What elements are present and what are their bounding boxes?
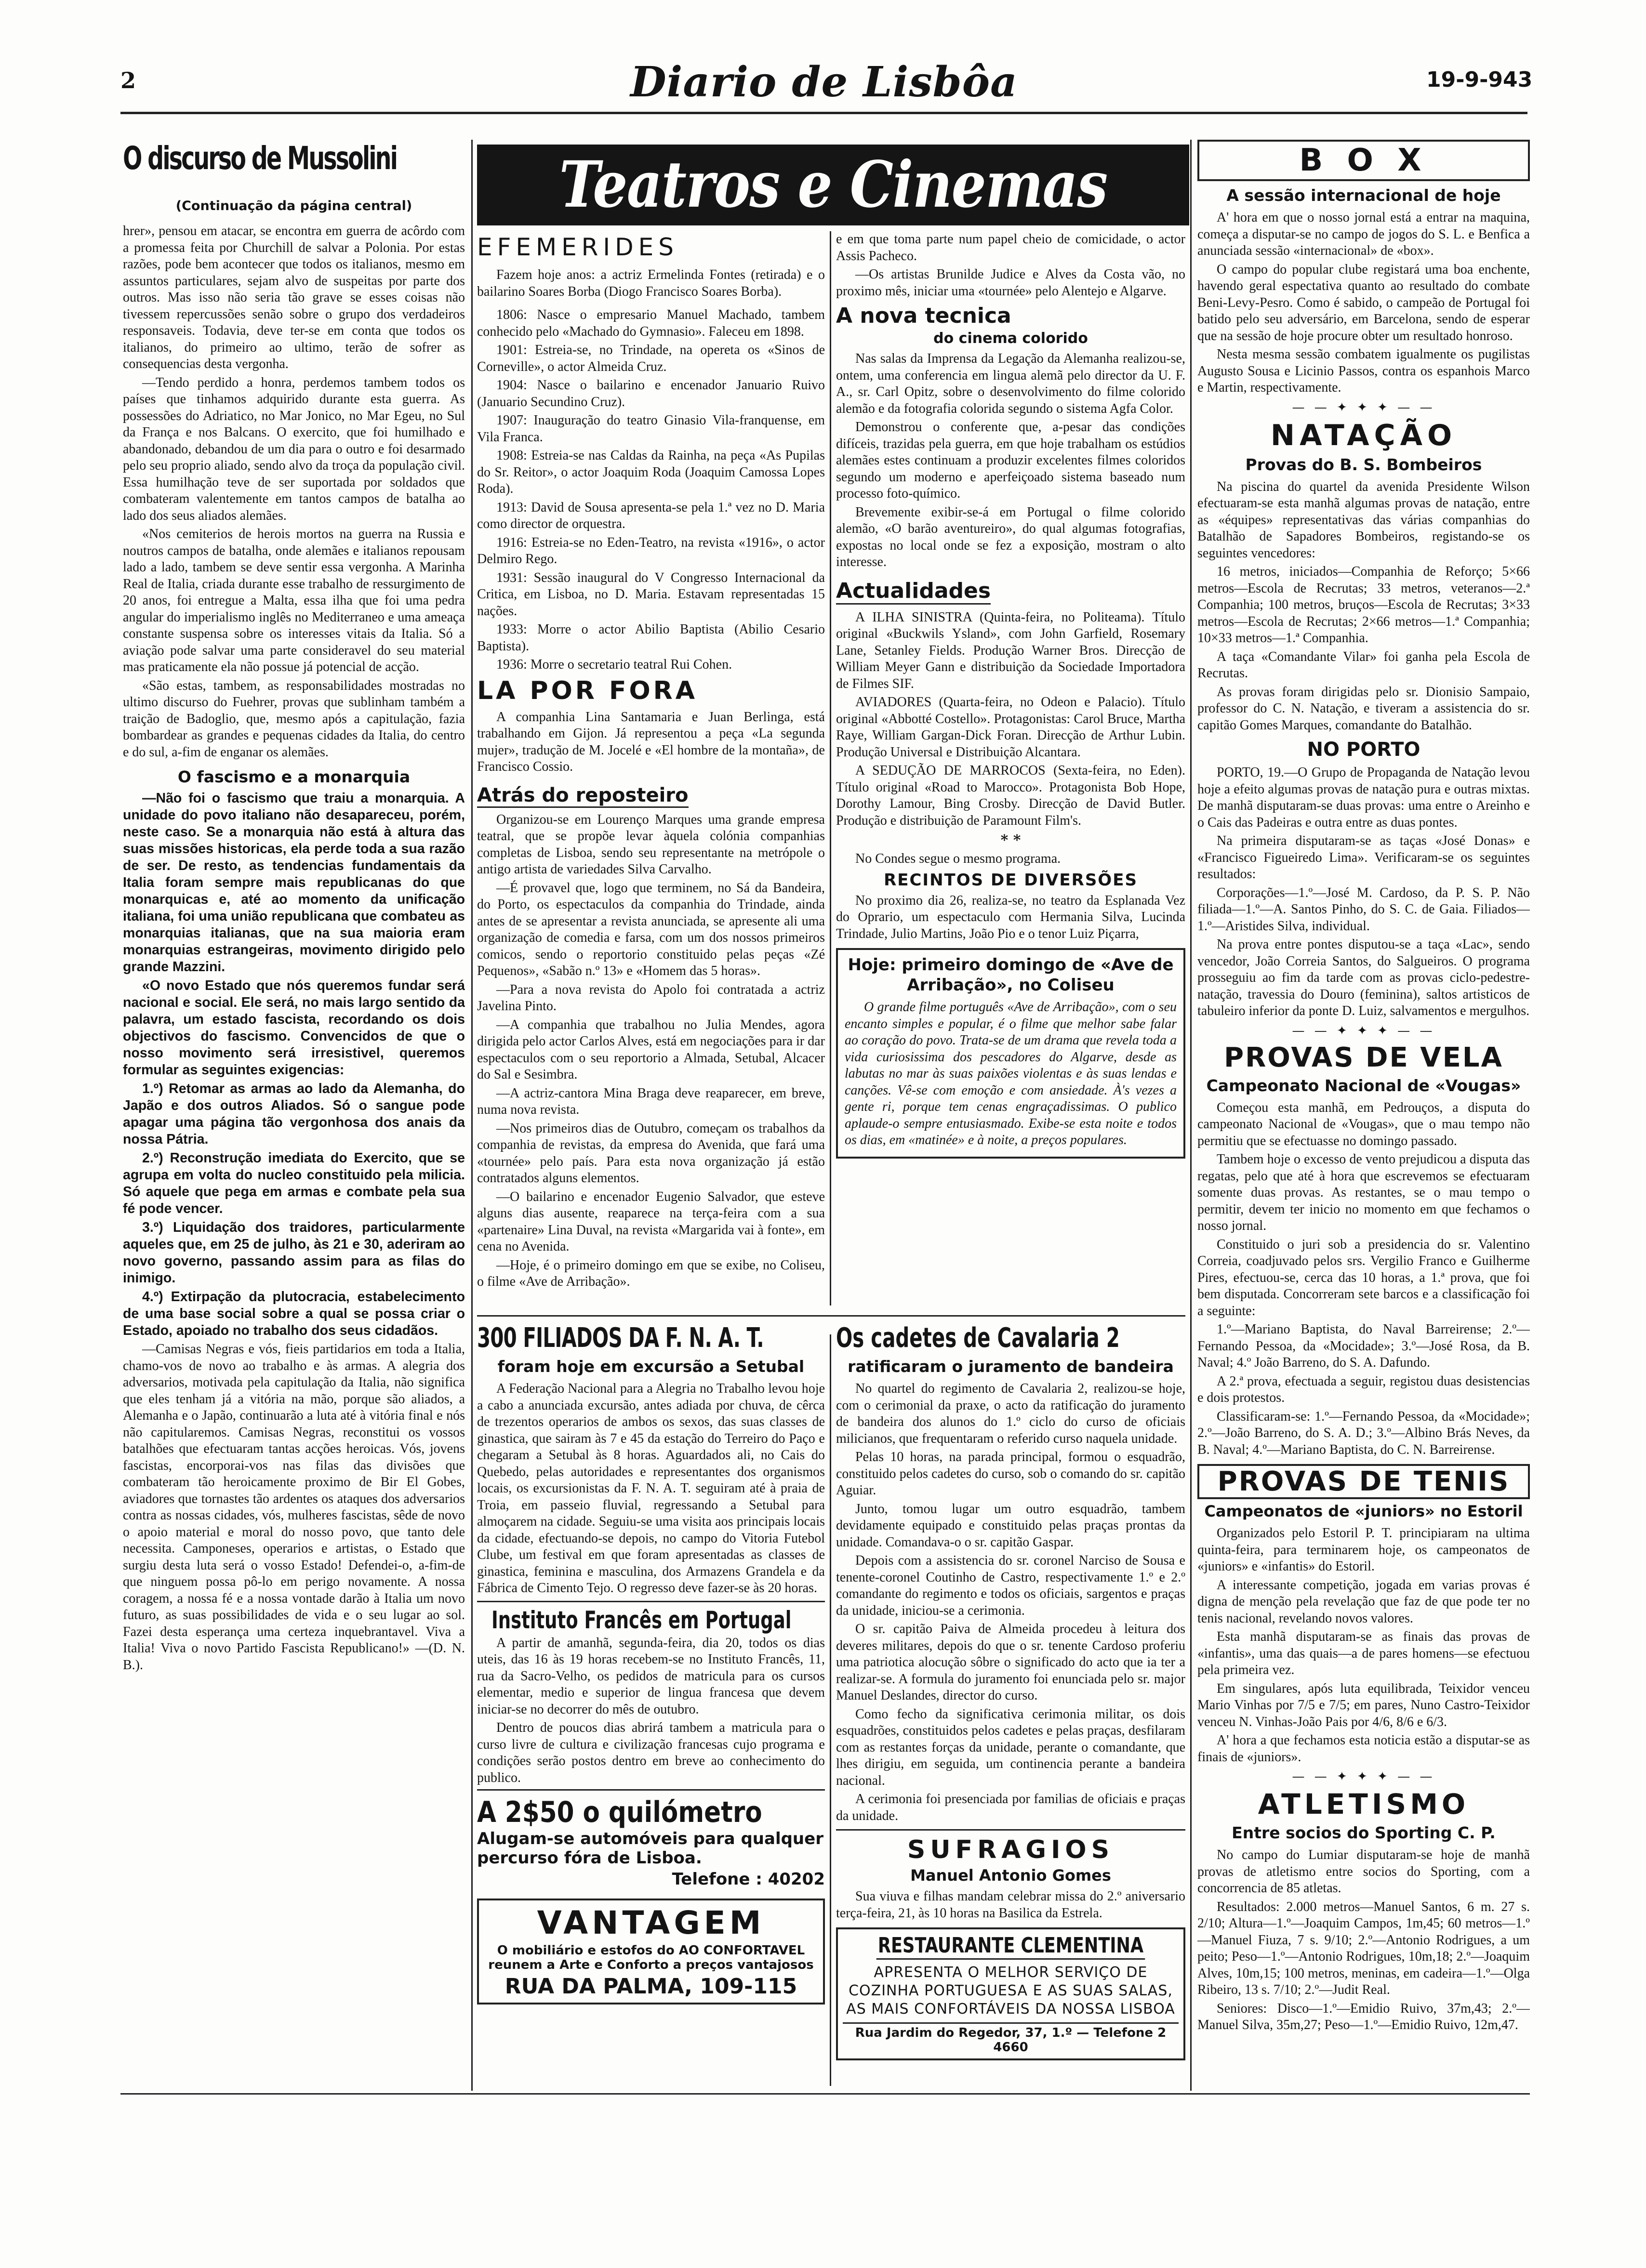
list-item: A SEDUÇÃO DE MARROCOS (Sexta-feira, no Eden). Título original «Road to Marocco». Protagonista Bob Hope, Dorothy Lamour, Bing Crosby. Direcção de David Butler. Produção e distribuição de Paramount Film's. bbox=[836, 763, 1185, 828]
paragraph: Como fecho da significativa cerimonia militar, os dois esquadrões, constituidos pelos cadetes e pelas praças, desfilaram com as restantes forças da unidade, perante o comandante, que lhes dirigiu, em seguida, um continencia perante a bandeira nacional. bbox=[836, 1706, 1185, 1788]
teatros-banner bbox=[477, 145, 1189, 225]
paragraph: Resultados: 2.000 metros—Manuel Santos, 6 m. 27 s. 2/10; Altura—1.º—Joaquim Campos, 1m,45; 60 metros—1.º—Manuel Fiuza, 7 s. 9/10; 2.º—Antonio Rodrigues, a um peito; Peso—1.º—Antonio Rodrigues, 10m,18; 2.º—Joaquim Alves, 10m,15; 100 metros, meninas, em cadeira—1.º—Olga Ribeiro, 13 s. 7/10; 2.º—Judit Real. bbox=[1197, 1899, 1530, 1997]
paragraph: 4.º) Extirpação da plutocracia, estabelecimento de uma base social sobre a qual se possa criar o Estado, apoiado no trabalho dos seus cidadãos. bbox=[123, 1289, 465, 1338]
paragraph: Brevemente exibir-se-á em Portugal o filme colorido alemão, «O barão aventureiro», do qual algumas fotografias, expostas no local onde se fez a exposição, mostram o alto interesse. bbox=[836, 504, 1185, 569]
page-number: 2 bbox=[120, 67, 136, 93]
la-por-fora-title: LA POR FORA bbox=[477, 676, 698, 705]
tenis-title-frame bbox=[1197, 1464, 1530, 1499]
ornament-divider: — — ✦ ✦ ✦ — — bbox=[1292, 1769, 1435, 1784]
cavalaria-headline: Os cadetes de Cavalaria 2 bbox=[836, 1322, 1120, 1354]
recintos-title: RECINTOS DE DIVERSÕES bbox=[884, 870, 1138, 890]
list-item: 1916: Estreia-se no Eden-Teatro, na revista «1916», o actor Delmiro Rego. bbox=[477, 535, 825, 567]
instituto-headline: Instituto Francês em Portugal bbox=[491, 1606, 792, 1634]
paragraph: —A companhia que trabalhou no Julia Mendes, agora dirigida pelo actor Carlos Alves, está em negociações para ir dar espectaculos com o seu reportorio a Almada, Setubal, Alcacer do Sal e Sesimbra. bbox=[477, 1017, 825, 1082]
ad-clementina-address: Rua Jardim do Regedor, 37, 1.º — Telefone 2 4660 bbox=[843, 2022, 1179, 2055]
cavalaria-subhead: ratificaram o juramento de bandeira bbox=[848, 1357, 1174, 1376]
atletismo-subhead: Entre socios do Sporting C. P. bbox=[1232, 1823, 1496, 1842]
paragraph: —Os artistas Brunilde Judice e Alves da Costa vão, no proximo mês, iniciar uma «tournée» pelo Alentejo e Algarve. bbox=[836, 267, 1185, 299]
ad-vantagem-address: RUA DA PALMA, 109-115 bbox=[504, 1974, 797, 1999]
ad-quilometro-price: A 2$50 o quilómetro bbox=[477, 1795, 762, 1829]
hoje-box bbox=[836, 948, 1185, 1159]
fnat-subhead: foram hoje em excursão a Setubal bbox=[497, 1357, 805, 1376]
paragraph: 2.º) Reconstrução imediata do Exercito, que se agrupa em volta do nucleo constituido pela milicia. Só aquele que pega em armas e combate pela sua fé pode vencer. bbox=[123, 1150, 465, 1216]
paragraph: —Hoje, é o primeiro domingo em que se exibe, no Coliseu, o filme «Ave de Arribação». bbox=[477, 1257, 825, 1289]
list-item: 1907: Inauguração do teatro Ginasio Vila-franquense, em Vila Franca. bbox=[477, 413, 825, 445]
condes-note bbox=[836, 851, 1185, 868]
efemerides-list bbox=[477, 267, 825, 673]
paragraph: Sua viuva e filhas mandam celebrar missa do 2.º aniversario terça-feira, 21, às 10 horas na Basilica da Estrela. bbox=[836, 1889, 1185, 1921]
nova-tecnica-text bbox=[836, 351, 1185, 571]
paragraph: 16 metros, iniciados—Companhia de Reforço; 5×66 metros—Escola de Recrutas; 33 metros, veteranos—2.ª Companhia; 100 metros, bruços—Escola de Recrutas; 3×33 metros—Escola de Recrutas; 2×66 metros—1.ª Companhia; 10×33 metros—1.ª Companhia. bbox=[1197, 564, 1530, 646]
tenis-title: PROVAS DE TENIS bbox=[1217, 1466, 1510, 1497]
natacao-subhead: Provas do B. S. Bombeiros bbox=[1245, 455, 1482, 474]
section-rule bbox=[477, 1315, 1185, 1317]
paragraph: Dentro de poucos dias abrirá tambem a matricula para o curso livre de cultura e civilização francesas cujo programa e condições serão postos dentro em breve ao conhecimento do publico. bbox=[477, 1720, 825, 1785]
recintos-text bbox=[836, 893, 1185, 943]
paragraph: Organizou-se em Lourenço Marques uma grande empresa teatral, que se propõe levar àquela colónia companhias completas de Lisboa, sendo seu representante na metrópole o antigo artista de variedades Silva Carvalho. bbox=[477, 812, 825, 877]
list-item: 1904: Nasce o bailarino e encenador Januario Ruivo (Januario Secundino Cruz). bbox=[477, 378, 825, 409]
ad-vantagem-title: VANTAGEM bbox=[537, 1904, 765, 1941]
paragraph: Esta manhã disputaram-se as finais das provas de «infantis», uma das quais—a de pares homens—se efectuou pela primeira vez. bbox=[1197, 1629, 1530, 1677]
list-item: A ILHA SINISTRA (Quinta-feira, no Politeama). Título original «Buckwils Ysland», com John Garfield, Rosemary Lane, Setanley Fields. Produção Warner Bros. Direcção de William Meyer Gann e distribuição da Sociedade Importadora de Filmes SIF. bbox=[836, 609, 1185, 691]
box-title: B O X bbox=[1299, 143, 1428, 178]
paragraph: —Nos primeiros dias de Outubro, começam os trabalhos da companhia de revistas, da empresa do Avenida, que fará uma «tournée» pelo país. Para esta nova organização já estão contratados alguns elementos. bbox=[477, 1121, 825, 1186]
mussolini-headline: O discurso de Mussolini bbox=[123, 140, 397, 177]
teatros-column-b bbox=[836, 231, 1185, 1310]
list-item: AVIADORES (Quarta-feira, no Odeon e Palacio). Título original «Abbotté Costello». Protagonistas: Carol Bruce, Martha Raye, William Gargan-Dick Foran. Direcção de Arthur Lubin. Produção Universal e Distribuição Alcantara. bbox=[836, 695, 1185, 760]
mussolini-body bbox=[123, 223, 465, 761]
instituto-body bbox=[477, 1635, 825, 1787]
nova-tecnica-subtitle: do cinema colorido bbox=[933, 330, 1088, 347]
continuation-note: (Continuação da página central) bbox=[175, 198, 412, 213]
fnat-headline: 300 FILIADOS DA F. N. A. T. bbox=[477, 1322, 764, 1354]
paragraph: Tambem hoje o excesso de vento prejudicou a disputa das regatas, pelo que até à hora que escrevemos se efectuaram somente duas provas. As restantes, se o mau tempo o permitir, devem ter inicio no momento em que fechamos o nosso jornal. bbox=[1197, 1152, 1530, 1233]
actualidades-list bbox=[836, 609, 1185, 830]
paragraph: —É provavel que, logo que terminem, no Sá da Bandeira, do Porto, os espectaculos da companhia do Trindade, ainda antes de se apresentar a revista anunciada, se apresente ali uma organização de comedia e farsa, com um dos nossos primeiros comicos, sendo o reportorio constituido pelas peças «Zé Pequenos», «Sabão n.º 13» e «Homem das 5 horas». bbox=[477, 880, 825, 978]
hoje-title: Hoje: primeiro domingo de «Ave de Arribação», no Coliseu bbox=[848, 955, 1174, 995]
paragraph: A Federação Nacional para a Alegria no Trabalho levou hoje a cabo a anunciada excursão, antes adiada por chuva, de cêrca de trezentos operarios de ambos os sexos, das suas classes de ginastica, que sairam às 7 e 45 da estação do Terreiro do Paço e chegaram a Setubal às 8 horas. Aguardados ali, no Cais do Quebedo, pelas autoridades e representantes dos organismos locais, os excursionistas da F. N. A. T. seguiram até à praia de Troia, em passeio fluvial, regressando a Setubal para almoçarem na cidade. Seguiu-se uma visita aos principais locais da cidade, efectuando-se depois, no campo do Vitoria Futebol Clube, um festival em que foram apresentadas as classes de ginastica, feminina e masculina, dos Armazens Grandela e da Fábrica de Cimento Tejo. O regresso deve fazer-se às 20 horas. bbox=[477, 1381, 825, 1596]
paragraph: Na piscina do quartel da avenida Presidente Wilson efectuaram-se esta manhã algumas provas de natação, entre as «équipes» representativas das várias companhias do Batalhão de Sapadores Bombeiros, registando-se os seguintes vencedores: bbox=[1197, 479, 1530, 561]
tenis-subhead: Campeonatos de «juniors» no Estoril bbox=[1204, 1502, 1523, 1520]
list-item: 1931: Sessão inaugural do V Congresso Internacional da Critica, em Lisboa, no D. Maria. Estavam representadas 15 nações. bbox=[477, 570, 825, 619]
teatros-continuation bbox=[836, 231, 1185, 300]
sports-column bbox=[1197, 140, 1530, 2096]
paragraph: O campo do popular clube registará uma boa enchente, havendo geral espectativa quanto ao resultado do combate Beni-Levy-Pesro. Como é sabido, o campeão de Portugal foi batido pelo seu adversário, em Barcelona, sendo de esperar que na sessão de hoje procure obter um resultado honroso. bbox=[1197, 262, 1530, 343]
paragraph: —Não foi o fascismo que traiu a monarquia. A unidade do povo italiano não desapareceu, porém, neste caso. Se a monarquia não está à altura das suas missões historicas, ela perde toda a sua razão de ser. De resto, as tendencias fundamentais da Italia foram sempre mais republicanas do que monarquicas e, até ao momento da unificação italiana, foi uma união republicana que combateu as monarquias italianas, que na sua maioria eram monarquias estrangeiras, movimento dirigido pelo grande Mazzini. bbox=[123, 791, 465, 975]
paragraph: A cerimonia foi presenciada por familias de oficiais e praças da unidade. bbox=[836, 1792, 1185, 1823]
tenis-body bbox=[1197, 1525, 1530, 1766]
paragraph: Na primeira disputaram-se as taças «José Donas» e «Francisco Figueiredo Lima». Verificaram-se os seguintes resultados: bbox=[1197, 833, 1530, 882]
ad-quilometro-text: Alugam-se automóveis para qualquer percurso fóra de Lisboa. bbox=[477, 1829, 823, 1868]
subhead-fascismo: O fascismo e a monarquia bbox=[177, 767, 411, 786]
column-rule bbox=[830, 1334, 831, 2086]
paragraph: Nesta mesma sessão combatem igualmente os pugilistas Augusto Sousa e Licinio Passos, contra os espanhois Marco e Martin, respectivamente. bbox=[1197, 347, 1530, 395]
porto-body bbox=[1197, 765, 1530, 1020]
paragraph: Começou esta manhã, em Pedrouços, a disputa do campeonato Nacional de «Vougas», que o mau tempo não permitiu que se efectuasse no domingo passado. bbox=[1197, 1100, 1530, 1148]
box-subhead: A sessão internacional de hoje bbox=[1226, 186, 1501, 205]
paragraph: Na prova entre pontes disputou-se a taça «Lac», sendo vencedor, João Correia Santos, do Salgueiros. O programa prosseguiu ao fim da tarde com as provas ciclo-pedestre-natação, travessia do Douro (feminina), saltos artisticos de tabuleiro inferior da ponte D. Luiz, salvamentos e mergulhos. bbox=[1197, 937, 1530, 1018]
paragraph: «São estas, tambem, as responsabilidades mostradas no ultimo discurso do Fuehrer, provas que sublinham também a traição de Badoglio, que, mesmo após a capitulação, fazia bombardear as grandes e pequenas cidades da Italia, do centro e do sul, a-fim de enganar os alemães. bbox=[123, 678, 465, 760]
atletismo-title: ATLETISMO bbox=[1258, 1788, 1470, 1820]
paragraph: Classificaram-se: 1.º—Fernando Pessoa, da «Mocidade»; 2.º—João Barreno, do S. A. D.; 3.º—Albino Brás Neves, da B. Naval; 4.º—Mariano Baptista, do C. N. Barreirense. bbox=[1197, 1409, 1530, 1457]
reposteiro-title: Atrás do reposteiro bbox=[477, 784, 689, 808]
masthead-date: 19-9-943 bbox=[1426, 67, 1533, 92]
paragraph: No quartel do regimento de Cavalaria 2, realizou-se hoje, com o cerimonial da praxe, o acto da ratificação do juramento de bandeira dos alunos do 1.º ciclo do curso de oficiais milicianos, que frequentaram o referido curso naquela unidade. bbox=[836, 1381, 1185, 1446]
list-item: 1908: Estreia-se nas Caldas da Rainha, na peça «As Pupilas do Sr. Reitor», o actor Joaquim Roda (Joaquim Camossa Lopes Roda). bbox=[477, 448, 825, 496]
paragraph: A' hora a que fechamos esta noticia estão a disputar-se as finais de «juniors». bbox=[1197, 1733, 1530, 1765]
paragraph: O grande filme português «Ave de Arribação», com o seu encanto simples e popular, é o filme que melhor sabe falar ao coração do povo. Trata-se de um drama que revela toda a vida curiosissima dos pescadores do Algarve, desde as labutas no mar às suas paixões violentas e às suas lendas e canções. Vê-se com emoção e com ansiedade. À's vezes a gente ri, porque tem cenas engraçadissimas. O publico aplaude-o sempre entusiasmado. Exibe-se esta noite e todos os dias, em «matinée» e à noite, a preços populares. bbox=[845, 1000, 1177, 1147]
paragraph: No campo do Lumiar disputaram-se hoje de manhã provas de atletismo entre socios do Sporting, com a concorrencia de 85 atletas. bbox=[1197, 1847, 1530, 1896]
paragraph: Demonstrou o conferente que, a-pesar das condições difíceis, trazidas pela guerra, em que hoje trabalham os estúdios alemães estes continuam a produzir excelentes filmes coloridos segundo um moderno e aperfeiçoado sistema baseado num processo foto-químico. bbox=[836, 420, 1185, 501]
paragraph: A 2.ª prova, efectuada a seguir, registou duas desistencias e dois protestos. bbox=[1197, 1373, 1530, 1405]
paragraph: «Nos cemiterios de herois mortos na guerra na Russia e noutros campos de batalha, onde alemães e italianos repousam lado a lado, tambem se deve sentir essa vergonha. A Marinha Real de Italia, criada durante esse trabalho de ressurgimento de 20 anos, foi entregue a Malta, essa ilha que foi uma pedra angular do imperialismo inglês no Mediterraneo e uma ameaça constante suspensa sobre os interesses vitais da Italia. Só a aviação pode salvar uma parte consideravel do seu material mas praticamente ela não possue já potencial de acção. bbox=[123, 527, 465, 674]
paragraph: A companhia Lina Santamaria e Juan Berlinga, está trabalhando em Gijon. Já representou a peça «La segunda mujer», tradução de M. Jocelé e «El hombre de la montaña», de Francisco Cossio. bbox=[477, 709, 825, 774]
paragraph: A taça «Comandante Vilar» foi ganha pela Escola de Recrutas. bbox=[1197, 649, 1530, 681]
paragraph: —Tendo perdido a honra, perdemos tambem todos os países que tinhamos adquirido durante esta guerra. As possessões do Adriatico, no Mar Jonico, no Mar Egeu, no Sul da França e nos Balcans. O exercito, que foi humilhado e abandonado, debandou de um dia para o outro e foi desarmado pelo seu proprio aliado, sendo alvo da troça da população civil. Essa humilhação teve de ser suportada por soldados que combateram valentemente em tantos campos de batalha ao lado dos seus aliados alemães. bbox=[123, 375, 465, 523]
paragraph: Junto, tomou lugar um outro esquadrão, tambem devidamente equipado e constituido pelas praças prontas da unidade. Comandava-o o sr. capitão Gaspar. bbox=[836, 1501, 1185, 1550]
list-item: 1806: Nasce o empresario Manuel Machado, tambem conhecido pelo «Machado do Gymnasio». Faleceu em 1898. bbox=[477, 307, 825, 339]
fnat-body bbox=[477, 1381, 825, 1597]
masthead-rule bbox=[120, 112, 1527, 114]
paragraph: 3.º) Liquidação dos traidores, particularmente aqueles que, em 25 de julho, às 21 e 30, aderiram ao novo governo, passando assim para as filas do inimigo. bbox=[123, 1220, 465, 1286]
paragraph: A interessante competição, jogada em varias provas é digna de menção pela revelação que faz de que pode ter no tenis nacional, revelando novos valores. bbox=[1197, 1577, 1530, 1626]
separator-stars: * * bbox=[1000, 832, 1021, 849]
mussolini-closing bbox=[123, 1341, 465, 1674]
sufragios-text bbox=[836, 1888, 1185, 1922]
paragraph: —A actriz-cantora Mina Braga deve reaparecer, em breve, numa nova revista. bbox=[477, 1085, 825, 1117]
paragraph: —O bailarino e encenador Eugenio Salvador, que esteve alguns dias ausente, reaparece na terça-feira com a sua «partenaire» Lina Duval, na revista «Margarida vai à fonte», em cena no Avenida. bbox=[477, 1189, 825, 1254]
cavalaria-body bbox=[836, 1381, 1185, 1824]
natacao-body bbox=[1197, 479, 1530, 734]
list-item: 1933: Morre o actor Abilio Baptista (Abilio Cesario Baptista). bbox=[477, 622, 825, 654]
box-body bbox=[1197, 210, 1530, 396]
paragraph: Em singulares, após luta equilibrada, Teixidor venceu Mario Vinhas por 7/5 e 7/5; em pares, Nuno Castro-Teixidor venceu N. Vinhas-João Pais por 4/6, 8/6 e 6/3. bbox=[1197, 1681, 1530, 1729]
ad-clementina bbox=[836, 1927, 1185, 2060]
actualidades-title: Actualidades bbox=[836, 579, 991, 605]
paragraph: No Condes segue o mesmo programa. bbox=[855, 851, 1061, 866]
ad-clementina-text: APRESENTA O MELHOR SERVIÇO DE COZINHA PORTUGUESA E AS SUAS SALAS, AS MAIS CONFORTÁVEIS DA NOSSA LISBOA bbox=[846, 1964, 1175, 2017]
cavalaria-article bbox=[836, 1322, 1185, 2093]
paragraph: As provas foram dirigidas pelo sr. Dionisio Sampaio, professor do C. N. Natação, e tiveram a assistencia do sr. capitão Gomes Marques, comandante do Batalhão. bbox=[1197, 684, 1530, 733]
ad-vantagem bbox=[477, 1899, 825, 2004]
ad-quilometro-phone: Telefone : 40202 bbox=[672, 1870, 825, 1889]
porto-title: NO PORTO bbox=[1307, 738, 1420, 761]
vela-body bbox=[1197, 1100, 1530, 1459]
reposteiro-text bbox=[477, 812, 825, 1291]
paragraph: A' hora em que o nosso jornal está a entrar na maquina, começa a disputar-se no campo de jogos do S. L. e Benfica a anunciada sessão «internacional» de «box». bbox=[1197, 210, 1530, 258]
efemerides-title: EFEMERIDES bbox=[477, 233, 678, 261]
paragraph: —Para a nova revista do Apolo foi contratada a actriz Javelina Pinto. bbox=[477, 982, 825, 1014]
paragraph: No proximo dia 26, realiza-se, no teatro da Esplanada Vez do Oprario, um espectaculo com Hermania Silva, Lucinda Trindade, Julio Martins, João Pio e o tenor Luiz Piçarra, bbox=[836, 893, 1185, 941]
column-rule bbox=[830, 231, 831, 1305]
page-bottom-rule bbox=[120, 2093, 1530, 2095]
paragraph: Fazem hoje anos: a actriz Ermelinda Fontes (retirada) e o bailarino Soares Borba (Diogo Francisco Soares Borba). bbox=[477, 267, 825, 299]
ad-clementina-title: RESTAURANTE CLEMENTINA bbox=[876, 1933, 1145, 1960]
ornament-divider: — — ✦ ✦ ✦ — — bbox=[1292, 400, 1435, 415]
box-title-frame bbox=[1197, 140, 1530, 181]
vela-title: PROVAS DE VELA bbox=[1224, 1042, 1503, 1073]
list-item: 1901: Estreia-se, no Trindade, na opereta os «Sinos de Corneville», o actor Almeida Cruz. bbox=[477, 343, 825, 374]
paragraph: «O novo Estado que nós queremos fundar será nacional e social. Ele será, no mais largo sentido da palavra, um estado fascista, recordando os dois objectivos do fascismo. Convencidos de que o nosso movimento será irresistivel, queremos formular as seguintes exigencias: bbox=[123, 978, 465, 1078]
mussolini-article bbox=[123, 140, 465, 2096]
fnat-article bbox=[477, 1322, 825, 2093]
sufragios-name: Manuel Antonio Gomes bbox=[910, 1866, 1111, 1885]
masthead-title: Diario de Lisbôa bbox=[630, 58, 1018, 106]
paragraph: —Camisas Negras e vós, fieis partidarios em toda a Italia, chamo-vos de novo ao trabalho e às armas. A alegria dos adversarios, motivada pela capitulação da Italia, não significa que eles tenham já a vitória na mão, porque são aliados, a Alemanha e o Japão, continuarão a luta até à vitória final e nós não capitularemos. Camisas Negras, reconstitui os vossos batalhões que efectuaram tantas acções heroicas. Vós, jovens fascistas, encorporai-vos nas filas das divisões que combateram tão heroicamente proximo de Bir El Gobes, aviadores que tornastes tão ardentes os ataques dos adversarios contra as nossas cidades, vós, mulheres fascistas, sêde de novo o apoio material e moral do nosso povo, que tanto dele necessita. Camponeses, operarios e artistas, o Estado que surgiu desta luta será o vosso Estado! Defendei-o, a-fim-de que ninguem possa pô-lo em perigo novamente. A nossa coragem, a nossa fé e a nossa vontade darão à Italia um novo futuro, as suas possibilidades de vida e o seu lugar ao sol. Fazei desta esperança uma certeza inquebrantavel. Viva a Italia! Viva o novo Partido Fascista Republicano!» —(D. N. B.). bbox=[123, 1342, 465, 1673]
divider bbox=[477, 1789, 825, 1791]
paragraph: A partir de amanhã, segunda-feira, dia 20, todos os dias uteis, das 16 às 19 horas recebem-se no Instituto Francês, 11, rua da Sacro-Velho, os pedidos de matricula para os cursos elementar, medio e superior de lingua francesa que devem iniciar-se no decorrer do mês de outubro. bbox=[477, 1635, 825, 1717]
la-por-fora-text bbox=[477, 709, 825, 776]
paragraph: Nas salas da Imprensa da Legação da Alemanha realizou-se, ontem, uma conferencia em lingua alemã pelo director da U. F. A., sr. Carl Opitz, sobre o desenvolvimento do filme colorido alemão e da fotografia colorida segundo o sistema Agfa Color. bbox=[836, 351, 1185, 416]
paragraph: Constituido o juri sob a presidencia do sr. Valentino Correia, coadjuvado pelos srs. Vergilio Franco e Guilherme Pires, efectuou-se, cerca das 10 horas, a 1.ª prova, que foi bem disputada. Concorreram sete barcos e a classificação foi a seguinte: bbox=[1197, 1237, 1530, 1319]
column-rule bbox=[1190, 140, 1192, 2091]
paragraph: e em que toma parte num papel cheio de comicidade, o actor Assis Pacheco. bbox=[836, 232, 1185, 264]
teatros-column-a bbox=[477, 231, 825, 1310]
ad-quilometro bbox=[477, 1793, 825, 1891]
teatros-banner-text: Teatros e Cinemas bbox=[559, 147, 1107, 222]
nova-tecnica-title: A nova tecnica bbox=[836, 303, 1011, 328]
divider bbox=[836, 1829, 1185, 1831]
paragraph: Organizados pelo Estoril P. T. principiaram na ultima quinta-feira, para terminarem hoje, os campeonatos de «juniors» e «infantis» do Estoril. bbox=[1197, 1526, 1530, 1574]
paragraph: Pelas 10 horas, na parada principal, formou o esquadrão, constituido pelos cadetes do curso, sob o comando do sr. capitão Aguiar. bbox=[836, 1450, 1185, 1498]
paragraph: 1.º) Retomar as armas ao lado da Alemanha, do Japão e dos outros Aliados. Só o sangue pode apagar uma página tão vergonhosa dos anais da nossa Pátria. bbox=[123, 1081, 465, 1147]
vela-subhead: Campeonato Nacional de «Vougas» bbox=[1206, 1076, 1521, 1095]
paragraph: Depois com a assistencia do sr. coronel Narciso de Sousa e tenente-coronel Coutinho de Castro, respectivamente 1.º e 2.º comandante do regimento e todos os oficiais, sargentos e praças da unidade, iniciou-se a cerimonia. bbox=[836, 1553, 1185, 1618]
list-item: 1913: David de Sousa apresenta-se pela 1.ª vez no D. Maria como director de orquestra. bbox=[477, 500, 825, 531]
hoje-text bbox=[845, 999, 1177, 1149]
paragraph: Corporações—1.º—José M. Cardoso, da P. S. P. Não filiada—1.º—A. Santos Pinho, do S. C. de Gaia. Filiados—1.º—Aristides Silva, individual. bbox=[1197, 885, 1530, 934]
column-rule bbox=[471, 140, 473, 2091]
list-item: 1936: Morre o secretario teatral Rui Cohen. bbox=[496, 657, 732, 672]
paragraph: 1.º—Mariano Baptista, do Naval Barreirense; 2.º—Fernando Pessoa, da «Mocidade»; 3.º—José Rosa, da B. Naval; 4.º João Barreno, do S. A. Dafundo. bbox=[1197, 1322, 1530, 1370]
ad-vantagem-text: O mobiliário e estofos do AO CONFORTAVEL reunem a Arte e Conforto a preços vantajosos bbox=[488, 1943, 814, 1972]
paragraph: hrer», pensou em atacar, se encontra em guerra de acôrdo com a promessa feita por Churchill de salvar a Polonia. Por estas razões, pode bem acontecer que todos os italianos, mesmo em assuntos particulares, sejam alvo de suspeitas por parte dos outros. Mas isso não seria tão grave se esses coisas não tivessem repercussões senão sobre o grupo dos verdadeiros responsaveis. Todavia, deve ter-se em conta que todos os italianos, do primeiro ao ultimo, terão de sofrer as consequencias desta vergonha. bbox=[123, 224, 465, 371]
paragraph: PORTO, 19.—O Grupo de Propaganda de Natação levou hoje a efeito algumas provas de natação pura e outras mixtas. De manhã disputaram-se duas provas: uma entre o Areinho e o Cais das Padeiras e outra entre as duas pontes. bbox=[1197, 765, 1530, 830]
atletismo-body bbox=[1197, 1847, 1530, 2034]
divider bbox=[477, 1601, 825, 1602]
paragraph: O sr. capitão Paiva de Almeida procedeu à leitura dos deveres militares, depois do que o sr. tenente Cardoso proferiu uma patriotica alocução sôbre o significado do acto que ia ter a realizar-se. A formula do juramento foi enunciada pelo sr. major Manuel Deslandes, director do curso. bbox=[836, 1622, 1185, 1703]
natacao-title: NATAÇÃO bbox=[1270, 418, 1457, 452]
sufragios-title: SUFRAGIOS bbox=[907, 1835, 1115, 1864]
ornament-divider: — — ✦ ✦ ✦ — — bbox=[1292, 1023, 1435, 1038]
mussolini-bold-body bbox=[123, 790, 465, 1339]
paragraph: Seniores: Disco—1.º—Emidio Ruivo, 37m,43; 2.º—Manuel Silva, 35m,27; Peso—1.º—Emidio Ruivo, 12m,47. bbox=[1197, 2001, 1530, 2032]
